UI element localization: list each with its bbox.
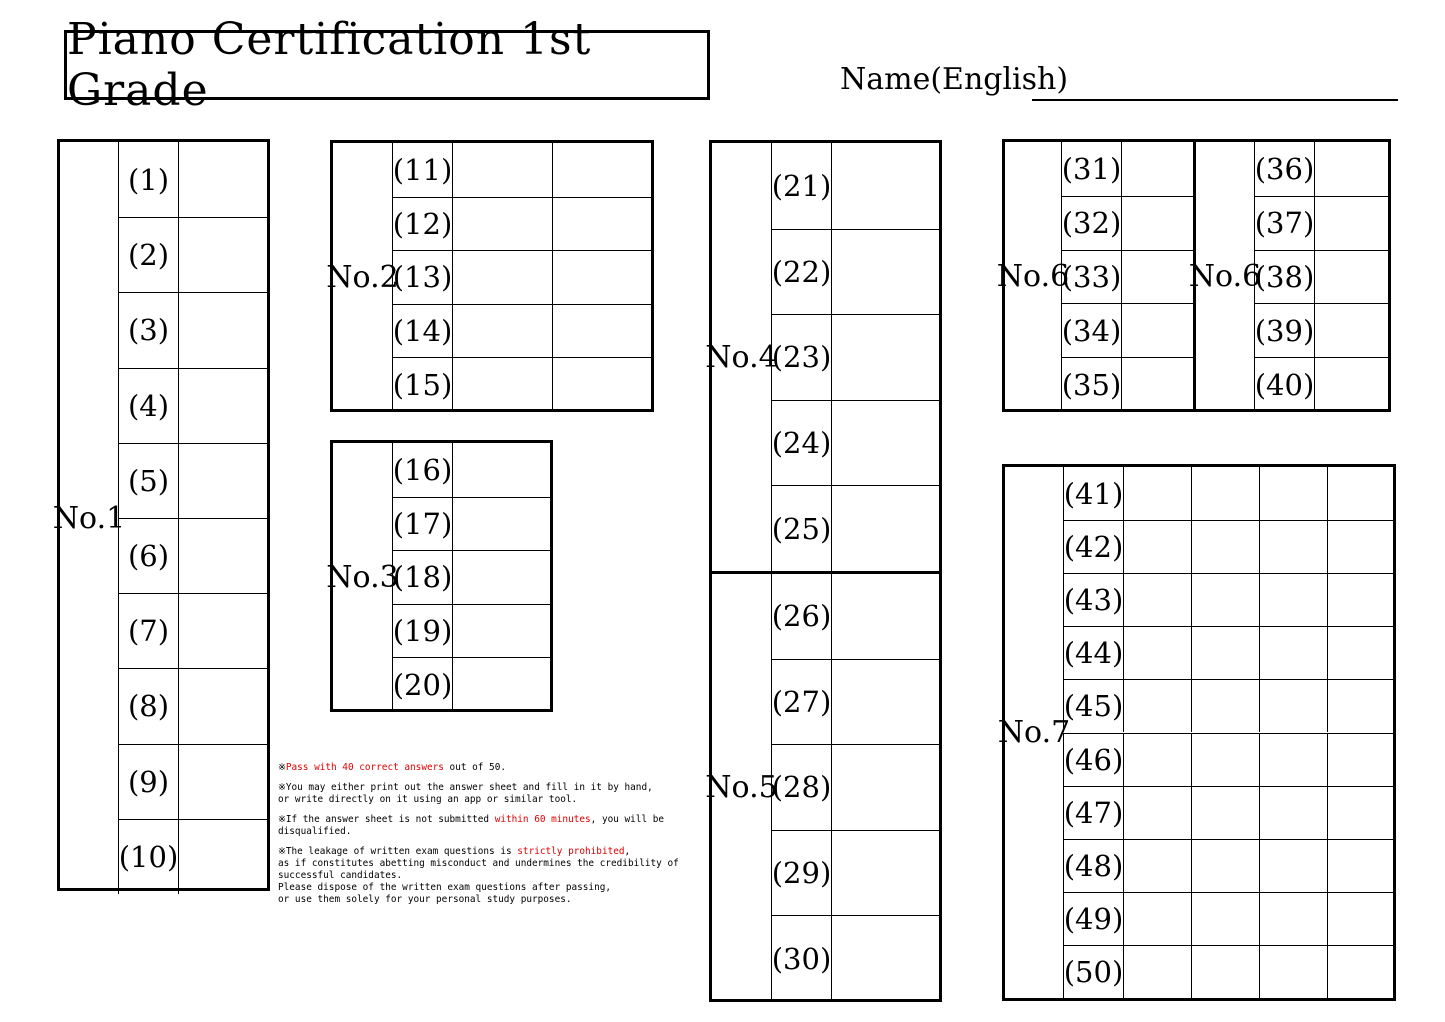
question-row (392, 357, 651, 411)
answer-cell[interactable] (452, 358, 552, 411)
answer-cell[interactable] (1327, 734, 1393, 786)
question-row (1061, 303, 1193, 357)
question-number: (41) (1063, 467, 1123, 520)
question-row (1063, 467, 1393, 520)
answer-cell[interactable] (1259, 680, 1327, 732)
answer-cell[interactable] (1123, 787, 1191, 839)
question-number: (12) (392, 198, 452, 251)
question-number: (3) (118, 293, 178, 367)
answer-cell[interactable] (552, 358, 652, 411)
answer-cell[interactable] (1123, 574, 1191, 626)
section-no7 (997, 464, 1396, 1001)
answer-cell[interactable] (1123, 734, 1191, 786)
question-number: (17) (392, 498, 452, 551)
question-row (118, 142, 267, 217)
question-row (1061, 357, 1193, 411)
answer-cell[interactable] (1259, 840, 1327, 892)
question-row (392, 250, 651, 304)
note-time-limit: ※If the answer sheet is not submitted within 60 minutes, you will be disqualified. (278, 814, 665, 837)
answer-cell[interactable] (1327, 627, 1393, 679)
answer-cell[interactable] (1327, 787, 1393, 839)
answer-cell[interactable] (1259, 787, 1327, 839)
question-number: (44) (1063, 627, 1123, 679)
answer-cell[interactable] (1121, 197, 1193, 250)
section-no2 (326, 140, 654, 412)
note-leakage: ※The leakage of written exam questions is strictly prohibited, as if constitutes abetting misconduct and undermines the credibility of successful candidates. Please dispose of the written exam questions after passing, or use them solely for your personal study purposes. (278, 846, 679, 905)
note-pass-criteria: ※Pass with 40 correct answers out of 50. (278, 762, 506, 773)
answer-cell[interactable] (1191, 627, 1259, 679)
answer-cell[interactable] (1314, 251, 1388, 304)
question-number: (22) (771, 230, 831, 315)
question-row (771, 659, 939, 745)
answer-cell[interactable] (1191, 893, 1259, 945)
question-row (392, 197, 651, 251)
question-number: (49) (1063, 893, 1123, 945)
section-label-s6b: No.6 (1188, 259, 1262, 294)
answer-cell[interactable] (178, 218, 270, 292)
question-row (1063, 626, 1393, 679)
answer-cell[interactable] (1121, 251, 1193, 304)
answer-cell[interactable] (1327, 467, 1393, 520)
answer-cell[interactable] (831, 745, 939, 830)
question-number: (5) (118, 444, 178, 518)
question-number: (31) (1061, 142, 1121, 196)
question-row (1063, 945, 1393, 998)
name-field[interactable] (1032, 99, 1398, 101)
question-number: (9) (118, 745, 178, 819)
answer-cell[interactable] (831, 143, 939, 229)
question-number: (16) (392, 443, 452, 497)
question-row (771, 573, 939, 659)
question-row (392, 497, 550, 551)
answer-cell[interactable] (178, 594, 270, 668)
answer-cell[interactable] (1191, 521, 1259, 573)
answer-cell[interactable] (1314, 358, 1388, 411)
answer-cell[interactable] (178, 142, 270, 217)
question-number: (32) (1061, 197, 1121, 250)
question-number: (4) (118, 369, 178, 443)
answer-cell[interactable] (1191, 734, 1259, 786)
question-row (1254, 250, 1388, 304)
question-row (392, 143, 651, 197)
section-no1 (52, 139, 270, 891)
question-row (1063, 733, 1393, 786)
question-number: (7) (118, 594, 178, 668)
question-number: (38) (1254, 251, 1314, 304)
section-no6-left (996, 139, 1196, 412)
question-number: (33) (1061, 251, 1121, 304)
section-label-s6a: No.6 (996, 259, 1070, 294)
question-number: (42) (1063, 521, 1123, 573)
answer-cell[interactable] (552, 305, 652, 358)
question-number: (18) (392, 551, 452, 604)
answer-cell[interactable] (452, 143, 552, 197)
question-row (118, 292, 267, 367)
question-row (1061, 196, 1193, 250)
question-number: (43) (1063, 574, 1123, 626)
question-number: (14) (392, 305, 452, 358)
question-row (118, 518, 267, 593)
question-row (392, 443, 550, 497)
section-no3 (326, 440, 553, 712)
answer-cell[interactable] (1123, 521, 1191, 573)
answer-cell[interactable] (1191, 840, 1259, 892)
question-row (771, 744, 939, 830)
answer-cell[interactable] (452, 305, 552, 358)
question-number: (39) (1254, 304, 1314, 357)
answer-cell[interactable] (1191, 787, 1259, 839)
question-number: (6) (118, 519, 178, 593)
question-number: (34) (1061, 304, 1121, 357)
answer-cell[interactable] (1121, 142, 1193, 196)
question-number: (19) (392, 605, 452, 658)
answer-cell[interactable] (1314, 304, 1388, 357)
question-number: (30) (771, 916, 831, 1001)
question-number: (2) (118, 218, 178, 292)
question-number: (8) (118, 669, 178, 743)
answer-cell[interactable] (831, 486, 939, 571)
question-row (1254, 357, 1388, 411)
question-row (1063, 786, 1393, 839)
answer-cell[interactable] (552, 143, 652, 197)
question-row (771, 830, 939, 916)
answer-cell[interactable] (1327, 680, 1393, 732)
question-number: (23) (771, 315, 831, 400)
question-row (771, 143, 939, 229)
answer-cell[interactable] (1259, 946, 1327, 998)
question-row (1254, 142, 1388, 196)
question-number: (20) (392, 658, 452, 711)
question-row (118, 368, 267, 443)
answer-cell[interactable] (1191, 467, 1259, 520)
answer-cell[interactable] (831, 660, 939, 745)
answer-cell[interactable] (1123, 840, 1191, 892)
answer-cell[interactable] (1327, 893, 1393, 945)
question-number: (24) (771, 401, 831, 486)
question-row (392, 657, 550, 711)
answer-cell[interactable] (452, 498, 552, 551)
name-label: Name(English) (840, 62, 1069, 97)
answer-cell[interactable] (831, 831, 939, 916)
question-row (118, 443, 267, 518)
answer-cell[interactable] (452, 658, 552, 711)
question-row (118, 668, 267, 743)
question-number: (27) (771, 660, 831, 745)
question-row (392, 304, 651, 358)
question-number: (28) (771, 745, 831, 830)
answer-cell[interactable] (1123, 680, 1191, 732)
question-row (1063, 679, 1393, 732)
answer-cell[interactable] (1259, 467, 1327, 520)
answer-cell[interactable] (1123, 627, 1191, 679)
answer-cell[interactable] (452, 551, 552, 604)
question-number: (48) (1063, 840, 1123, 892)
answer-cell[interactable] (178, 745, 270, 819)
question-row (118, 819, 267, 894)
section-label-s1: No.1 (52, 500, 126, 536)
question-number: (47) (1063, 787, 1123, 839)
section-label-s2: No.2 (326, 259, 399, 295)
question-number: (35) (1061, 358, 1121, 411)
answer-cell[interactable] (1259, 574, 1327, 626)
answer-cell[interactable] (178, 820, 270, 894)
question-row (1254, 303, 1388, 357)
question-number: (11) (392, 143, 452, 197)
question-number: (21) (771, 143, 831, 229)
page-title: Piano Certification 1st Grade (64, 30, 710, 100)
question-number: (13) (392, 251, 452, 304)
answer-cell[interactable] (552, 251, 652, 304)
question-number: (15) (392, 358, 452, 411)
question-row (392, 604, 550, 658)
question-row (1063, 573, 1393, 626)
section-no4-no5 (705, 140, 942, 1002)
question-number: (50) (1063, 946, 1123, 998)
answer-cell[interactable] (1259, 893, 1327, 945)
question-number: (25) (771, 486, 831, 571)
answer-cell[interactable] (1327, 521, 1393, 573)
question-row (771, 915, 939, 1001)
section-label-s5: No.5 (705, 769, 778, 805)
answer-cell[interactable] (178, 293, 270, 367)
question-row (1063, 520, 1393, 573)
answer-cell[interactable] (1123, 946, 1191, 998)
answer-cell[interactable] (178, 369, 270, 443)
question-row (392, 550, 550, 604)
answer-cell[interactable] (1259, 521, 1327, 573)
answer-cell[interactable] (1327, 574, 1393, 626)
answer-cell[interactable] (1327, 840, 1393, 892)
answer-cell[interactable] (1121, 358, 1193, 411)
question-row (771, 485, 939, 571)
answer-cell[interactable] (1314, 197, 1388, 250)
answer-cell[interactable] (831, 230, 939, 315)
answer-cell[interactable] (1191, 574, 1259, 626)
answer-cell[interactable] (178, 669, 270, 743)
question-row (1061, 250, 1193, 304)
answer-cell[interactable] (1191, 946, 1259, 998)
question-number: (1) (118, 142, 178, 217)
section-label-s7: No.7 (997, 715, 1071, 750)
answer-cell[interactable] (452, 443, 552, 497)
answer-cell[interactable] (1259, 734, 1327, 786)
question-number: (45) (1063, 680, 1123, 732)
question-row (771, 229, 939, 315)
answer-cell[interactable] (178, 444, 270, 518)
answer-cell[interactable] (831, 401, 939, 486)
question-number: (29) (771, 831, 831, 916)
question-row (118, 217, 267, 292)
answer-cell[interactable] (452, 198, 552, 251)
answer-cell[interactable] (1191, 680, 1259, 732)
note-fill-method: ※You may either print out the answer sheet and fill in it by hand, or write directly on it using an app or similar tool. (278, 782, 653, 805)
question-row (771, 314, 939, 400)
answer-cell[interactable] (1327, 946, 1393, 998)
question-number: (46) (1063, 734, 1123, 786)
question-number: (36) (1254, 142, 1314, 196)
question-row (771, 400, 939, 486)
question-row (118, 593, 267, 668)
question-number: (40) (1254, 358, 1314, 411)
instructions (278, 762, 718, 914)
section-no6-right (1188, 139, 1391, 412)
question-row (1254, 196, 1388, 250)
answer-cell[interactable] (831, 916, 939, 1001)
answer-cell[interactable] (1259, 627, 1327, 679)
question-number: (26) (771, 573, 831, 659)
question-number: (37) (1254, 197, 1314, 250)
section-label-s4: No.4 (705, 339, 778, 375)
answer-cell[interactable] (178, 519, 270, 593)
answer-cell[interactable] (831, 573, 939, 659)
answer-cell[interactable] (1123, 893, 1191, 945)
question-row (118, 744, 267, 819)
answer-cell[interactable] (552, 198, 652, 251)
answer-cell[interactable] (831, 315, 939, 400)
section-label-s3: No.3 (326, 559, 399, 595)
answer-cell[interactable] (1123, 467, 1191, 520)
question-number: (10) (118, 820, 178, 894)
answer-cell[interactable] (452, 251, 552, 304)
answer-cell[interactable] (1314, 142, 1388, 196)
question-row (1063, 839, 1393, 892)
question-row (1063, 892, 1393, 945)
answer-cell[interactable] (1121, 304, 1193, 357)
answer-cell[interactable] (452, 605, 552, 658)
question-row (1061, 142, 1193, 196)
